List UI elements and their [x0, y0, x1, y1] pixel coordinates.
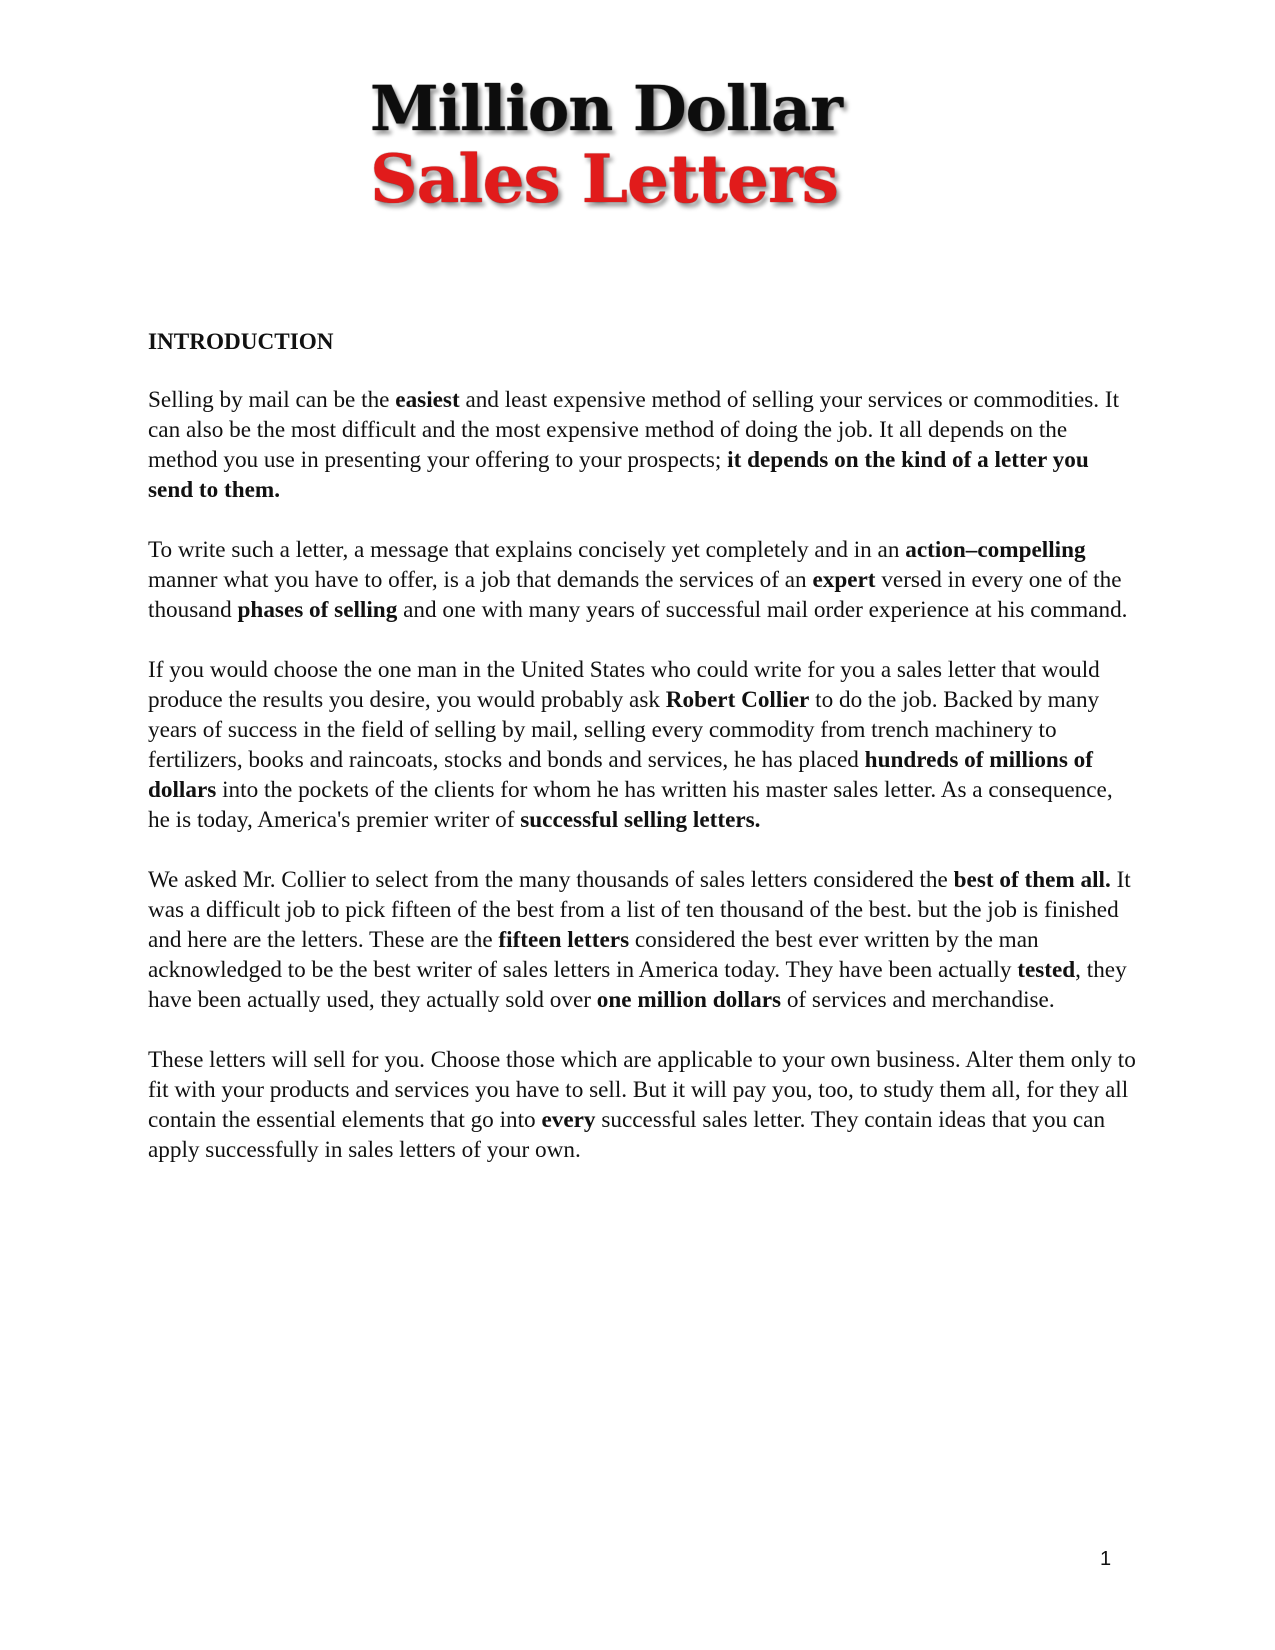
page-number: 1	[1100, 1548, 1112, 1570]
bold-text: it depends on the kind of a letter you send to them.	[148, 447, 1089, 503]
logo-line-sales-letters: Sales Letters	[370, 140, 838, 218]
bold-text: action–compelling	[905, 537, 1086, 563]
section-heading: INTRODUCTION	[148, 329, 334, 355]
logo-line-million-dollar: Million Dollar	[370, 72, 842, 145]
paragraph-5: These letters will sell for you. Choose those which are applicable to your own business. Alter them only to fit with your products and services you have to sell. But it will pay you, too, to study them all, for they all contain the essential elements that go into every successful sales letter. They contain ideas that you can apply successfully in sales letters of your own.	[148, 1047, 1136, 1163]
bold-text: best of them all.	[953, 867, 1111, 893]
bold-text: phases of selling	[237, 597, 398, 623]
bold-text: expert	[812, 567, 876, 593]
bold-text: Robert Collier	[665, 687, 810, 713]
title-logo	[370, 72, 910, 228]
document-body	[148, 327, 1138, 1195]
bold-text: successful selling letters.	[520, 807, 761, 833]
paragraph-3: If you would choose the one man in the United States who could write for you a sales letter that would produce the results you desire, you would probably ask Robert Collier to do the job. Backed by many years of success in the field of selling by mail, selling every commodity from trench machinery to fertilizers, books and raincoats, stocks and bonds and services, he has placed hundreds of millions of dollars into the pockets of the clients for whom he has written his master sales letter. As a consequence, he is today, America's premier writer of successful selling letters.	[148, 657, 1113, 833]
bold-text: easiest	[395, 387, 460, 413]
paragraph-2: To write such a letter, a message that explains concisely yet completely and in an action–compelling manner what you have to offer, is a job that demands the services of an expert versed in every one of the thousand phases of selling and one with many years of successful mail order experience at his command.	[148, 537, 1128, 623]
bold-text: one million dollars	[596, 987, 782, 1013]
bold-text: fifteen letters	[498, 927, 630, 953]
bold-text: tested	[1017, 957, 1076, 983]
bold-text: hundreds of millions of dollars	[148, 747, 1093, 803]
paragraph-1: Selling by mail can be the easiest and least expensive method of selling your services or commodities. It can also be the most difficult and the most expensive method of doing the job. It all depends on the method you use in presenting your offering to your prospects; it depends on the kind of a letter you send to them.	[148, 387, 1120, 503]
paragraph-4: We asked Mr. Collier to select from the many thousands of sales letters considered the best of them all. It was a difficult job to pick fifteen of the best from a list of ten thousand of the best. but the job is finished and here are the letters. These are the fifteen letters considered the best ever written by the man acknowledged to be the best writer of sales letters in America today. They have been actually tested, they have been actually used, they actually sold over one million dollars of services and merchandise.	[148, 867, 1131, 1013]
bold-text: every	[541, 1107, 596, 1133]
